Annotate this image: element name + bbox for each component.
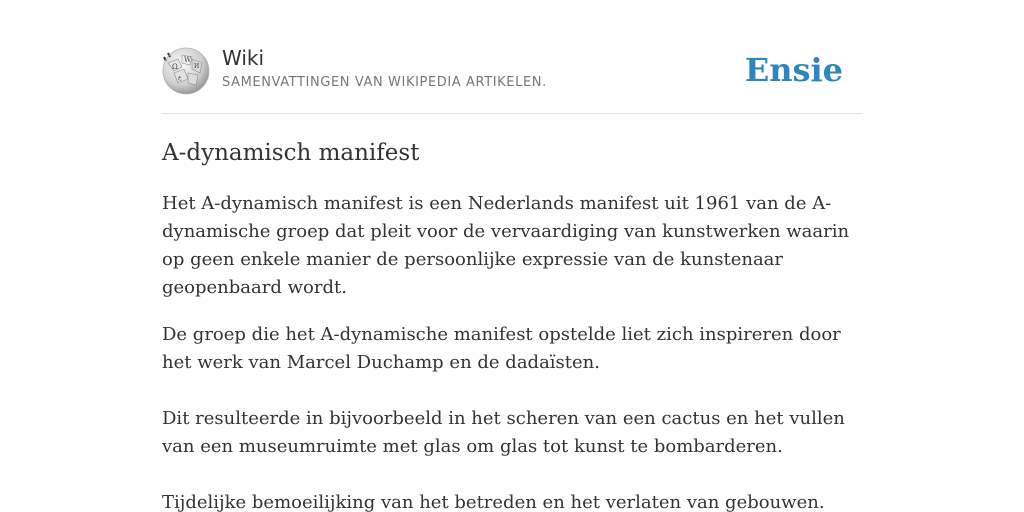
ensie-brand-logo[interactable]: Ensie (744, 51, 843, 89)
article-paragraph: De groep die het A-dynamische manifest opstelde liet zich inspireren door het werk van Marcel Duchamp en de dadaïsten. (162, 324, 841, 373)
svg-text:ع: ع (178, 74, 182, 81)
svg-text:И: И (194, 63, 200, 70)
site-name[interactable]: Wiki (222, 46, 265, 70)
svg-text:Ω: Ω (172, 63, 178, 71)
site-tagline: SAMENVATTINGEN VAN WIKIPEDIA ARTIKELEN. (222, 75, 547, 90)
article-paragraph: Het A-dynamisch manifest is een Nederlands manifest uit 1961 van de A-dynamische groep dat pleit voor de vervaardiging van kunstwerken waarin op geen enkele manier de persoonlijke expressie van de kunstenaar geopenbaard wordt. (162, 193, 850, 298)
article-paragraph: Tijdelijke bemoeilijking van het betreden en het verlaten van gebouwen. (162, 492, 825, 512)
wikipedia-globe-icon[interactable] (162, 47, 210, 95)
svg-text:W: W (184, 56, 192, 64)
site-header (162, 44, 862, 114)
article-paragraph: Dit resulteerde in bijvoorbeeld in het scheren van een cactus en het vullen van een museumruimte met glas om glas tot kunst te bombarderen. (162, 408, 845, 457)
article-content (162, 190, 862, 512)
article-title: A-dynamisch manifest (162, 140, 420, 166)
